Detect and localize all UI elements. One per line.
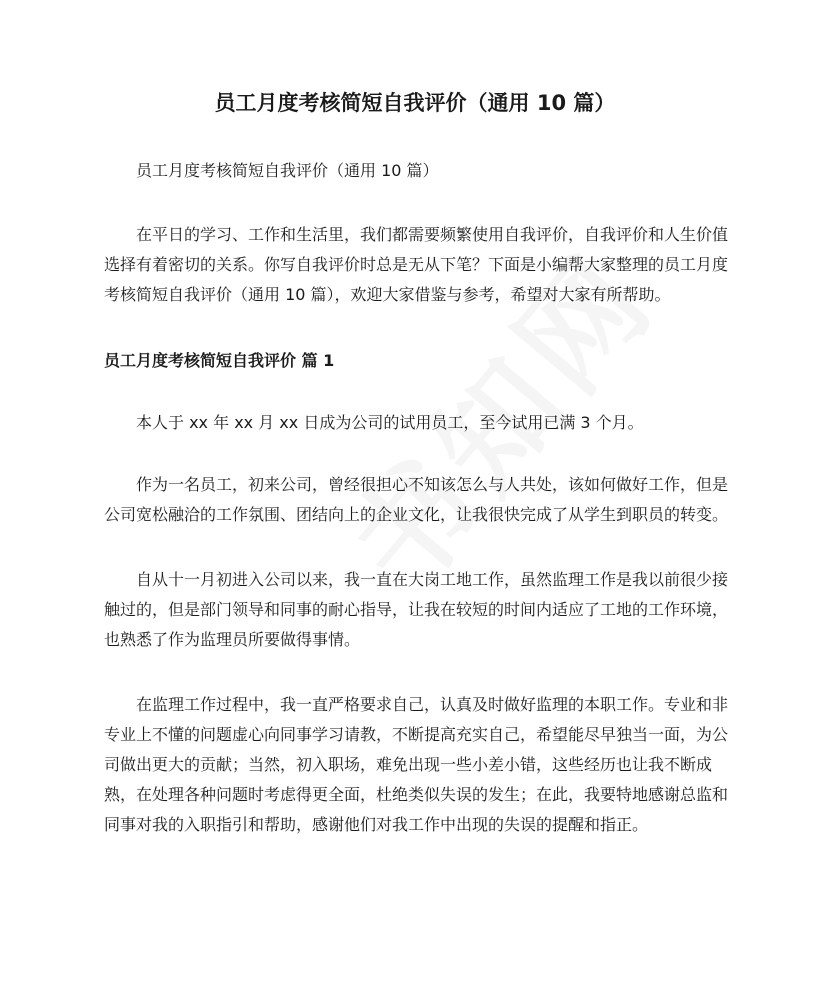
section-heading: 员工月度考核简短自我评价 篇 1 — [104, 351, 335, 370]
body-paragraph-3: 自从十一月初进入公司以来，我一直在大岗工地工作，虽然监理工作是我以前很少接触过的，但是部门领导和同事的耐心指导，让我在较短的时间内适应了工地的工作环境，也熟悉了作为监理员所要做得事情。 — [104, 570, 729, 649]
document-title: 员工月度考核简短自我评价（通用 10 篇） — [214, 91, 616, 115]
intro-paragraph: 在平日的学习、工作和生活里，我们都需要频繁使用自我评价，自我评价和人生价值选择有着密切的关系。你写自我评价时总是无从下笔？下面是小编帮大家整理的员工月度考核简短自我评价（通用 10 篇），欢迎大家借鉴与参考，希望对大家有所帮助。 — [104, 225, 729, 304]
document-subtitle: 员工月度考核简短自我评价（通用 10 篇） — [136, 161, 439, 180]
body-paragraph-4: 在监理工作过程中，我一直严格要求自己，认真及时做好监理的本职工作。专业和非专业上不懂的问题虚心向同事学习请教，不断提高充实自己，希望能尽早独当一面，为公司做出更大的贡献；当然，初入职场，难免出现一些小差小错，这些经历也让我不断成熟，在处理各种问题时考虑得更全面，杜绝类似失误的发生；在此，我要特地感谢总监和同事对我的入职指引和帮助，感谢他们对我工作中出现的失误的提醒和指正。 — [104, 695, 729, 834]
body-paragraph-2: 作为一名员工，初来公司，曾经很担心不知该怎么与人共处，该如何做好工作，但是公司宽松融洽的工作氛围、团结向上的企业文化，让我很快完成了从学生到职员的转变。 — [104, 475, 729, 524]
body-paragraph-1: 本人于 xx 年 xx 月 xx 日成为公司的试用员工，至今试用已满 3 个月。 — [136, 413, 644, 432]
